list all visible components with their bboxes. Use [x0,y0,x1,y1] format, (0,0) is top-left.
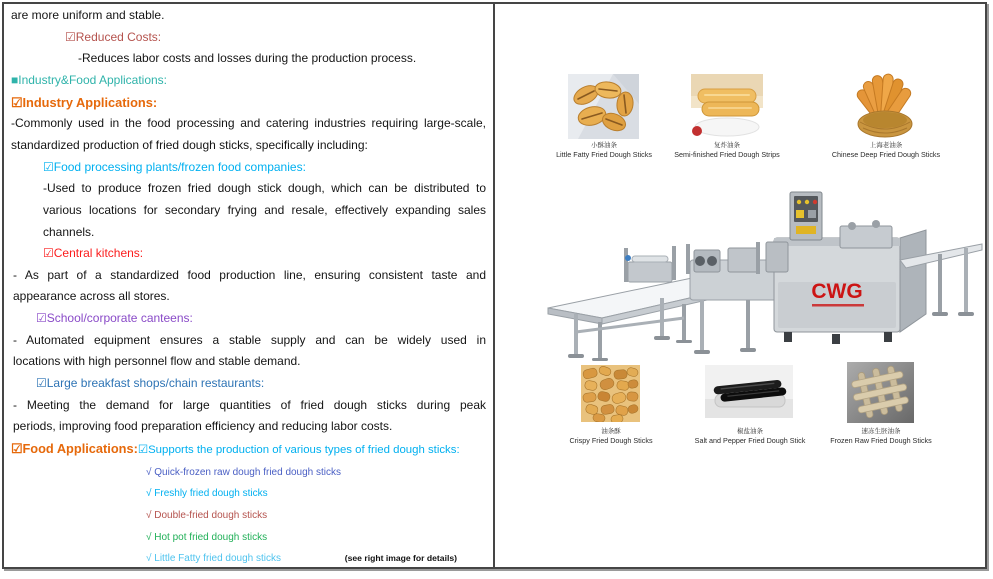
semi-finished-illustration [691,74,763,138]
salt-pepper-photo [705,365,793,418]
breakfast-shops-body-line2: periods, improving food preparation efficiency and reducing labor costs. [13,419,393,434]
food-type-item [7,548,491,570]
canteens-body-line2: locations with high personnel flow and stable demand. [13,354,301,369]
semi-finished-caption [642,142,812,159]
reduced-costs-body: -Reduces labor costs and losses during the production process. [78,51,417,66]
industry-body-line1: -Commonly used in the food processing and catering industries requiring large-scale, [11,116,486,131]
machine-logo-text: CWG [811,280,863,303]
central-kitchens-body-line1: - As part of a standardized food production line, ensuring consistent taste and [13,267,486,282]
food-type-label: √ Little Fatty fried dough sticks [146,553,281,565]
food-type-item: √ Hot pot fried dough sticks [146,531,268,543]
food-type-item: √ Quick-frozen raw dough fried dough sticks [146,466,342,478]
deep-fried-illustration [854,70,916,141]
caption-en: Salt and Pepper Fried Dough Stick [694,436,806,445]
food-applications-heading: ☑Food Applications: [11,441,138,457]
crispy-illustration [581,365,640,422]
text-column [7,5,491,570]
salt-pepper-illustration [705,365,793,418]
food-applications-line [7,438,491,462]
food-processing-heading: ☑Food processing plants/frozen food companies: [43,159,306,174]
food-applications-subheading: ☑Supports the production of various types of fried dough sticks: [137,444,460,457]
caption-zh: 小酥油条 [591,142,617,149]
food-processing-body-line3: channels. [43,224,95,239]
canteens-body-line1: - Automated equipment ensures a stable supply and can be widely used in [13,332,486,347]
central-kitchens-body-line2: appearance across all stores. [13,289,170,304]
little-fatty-illustration [568,74,639,139]
column-divider [493,4,495,567]
document-page [2,2,987,569]
intro-text: are more uniform and stable. [11,8,165,22]
caption-zh: 速冻生胚油条 [861,428,901,435]
food-processing-body-line1: -Used to produce frozen fried dough stick dough, which can be distributed to [43,181,486,196]
semi-finished-photo [691,74,763,138]
caption-zh: 复炸油条 [714,142,740,149]
frozen-raw-caption [796,428,966,445]
caption-zh: 油条酥 [601,428,621,435]
deep-fried-caption [801,142,971,159]
crispy-photo [581,365,640,422]
caption-en: Little Fatty Fried Dough Sticks [556,150,652,159]
food-type-item: √ Freshly fried dough sticks [146,488,268,500]
caption-en: Crispy Fried Dough Sticks [569,436,653,445]
caption-en: Semi-finished Fried Dough Strips [674,150,780,159]
caption-zh: 椒盐油条 [737,428,763,435]
little-fatty-photo [568,74,639,139]
frozen-raw-illustration [847,362,914,423]
caption-en: Frozen Raw Fried Dough Sticks [830,436,932,445]
food-processing-body-line2: various locations for secondary frying and resale, effectively expanding sales [43,202,486,217]
section-heading: ■Industry&Food Applications: [11,72,167,87]
caption-en: Chinese Deep Fried Dough Sticks [831,150,941,159]
production-line-machine-image [540,186,990,362]
industry-body-line2: standardized production of fried dough sticks, specifically including: [11,137,368,152]
see-right-note: (see right image for details) [344,553,457,564]
breakfast-shops-body-line1: - Meeting the demand for large quantities of fried dough sticks during peak [13,397,486,412]
frozen-raw-photo [847,362,914,423]
deep-fried-photo [854,70,916,141]
canteens-heading: ☑School/corporate canteens: [36,311,193,326]
caption-zh: 上海老油条 [869,142,903,149]
food-type-item: √ Double-fried dough sticks [146,510,268,521]
breakfast-shops-heading: ☑Large breakfast shops/chain restaurants: [36,376,265,391]
industry-applications-heading: ☑Industry Applications: [11,94,158,110]
central-kitchens-heading: ☑Central kitchens: [43,246,144,261]
reduced-costs-heading: ☑Reduced Costs: [65,29,162,44]
